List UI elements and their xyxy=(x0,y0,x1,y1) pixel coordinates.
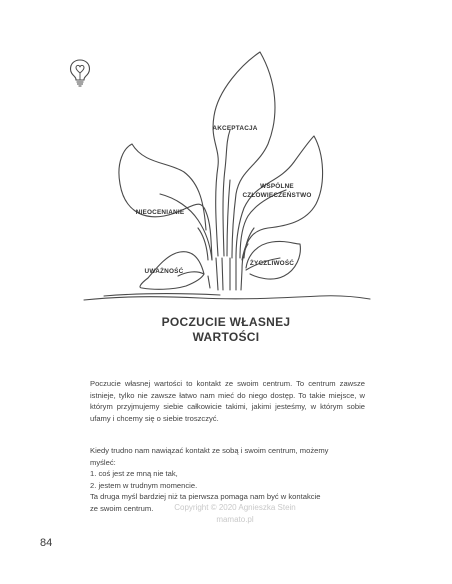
leaf-akceptacja xyxy=(213,52,275,258)
label-zyczliwosc: ŻYCZLIWOŚĆ xyxy=(249,260,295,267)
label-wspolne-line2: CZŁOWIECZEŃSTWO xyxy=(242,192,312,199)
plant-illustration xyxy=(80,44,372,306)
label-nieocenianie: NIEOCENIANIE xyxy=(135,209,185,216)
heading-line1: POCZUCIE WŁASNEJ xyxy=(161,315,291,329)
watermark-site: mamato.pl xyxy=(216,515,254,524)
label-akceptacja: AKCEPTACJA xyxy=(212,125,258,132)
label-wspolne-line1: WSPÓLNE xyxy=(260,183,294,190)
paragraph-2-line: Ta druga myśl bardziej niż ta pierwsza pomaga nam być w kontakcie xyxy=(90,492,321,502)
stem-lines xyxy=(208,258,242,290)
paragraph-2-line: myśleć: xyxy=(90,457,116,467)
leaf-nieocenianie xyxy=(119,144,212,260)
page-number: 84 xyxy=(40,537,53,549)
paragraph-2-line: 1. coś jest ze mną nie tak, xyxy=(90,469,178,479)
paragraph-2-line: ze swoim centrum. xyxy=(90,503,154,513)
paragraph-2-line: 2. jestem w trudnym momencie. xyxy=(90,480,198,490)
watermark-copyright: Copyright © 2020 Agnieszka Stein xyxy=(174,503,296,512)
label-uwaznosc: UWAŻNOŚĆ xyxy=(144,268,184,275)
paragraph-2-line: Kiedy trudno nam nawiązać kontakt ze sobą i swoim centrum, możemy xyxy=(90,446,329,455)
heading-line2: WARTOŚCI xyxy=(192,330,260,344)
ground-line xyxy=(84,296,370,300)
paragraph-1: Poczucie własnej wartości to kontakt ze swoim centrum. To centrum zawsze istnieje, tylko nie zawsze łatwo nam mieć do niego dostęp. To takie miejsce, w którym przyjmujemy siebie całkowicie takimi, jakimi jesteśmy, w którym sobie ufamy i chcemy się o siebie troszczyć. xyxy=(90,379,365,423)
